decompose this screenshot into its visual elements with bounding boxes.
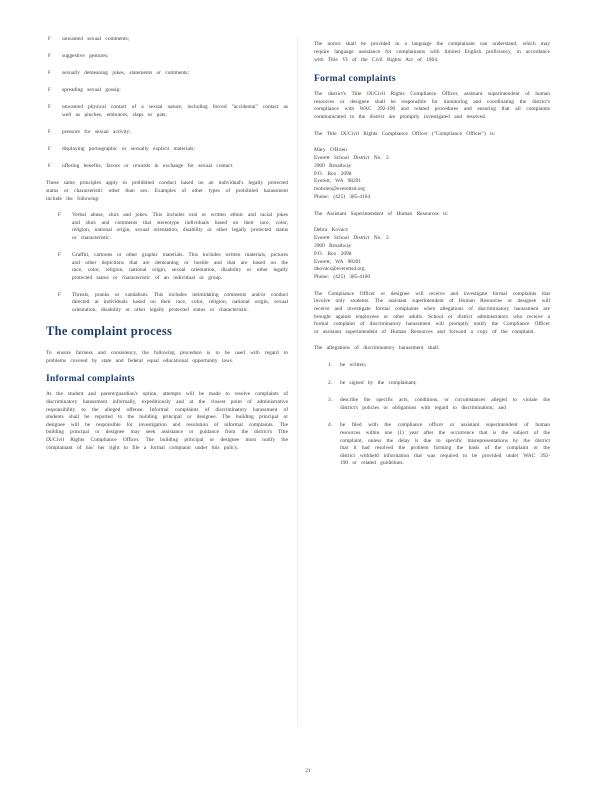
assistant-superintendent-address	[314, 227, 550, 282]
column-divider	[297, 36, 298, 726]
complaint-process-heading: The complaint process	[46, 324, 173, 339]
list-item: F Threats, pranks or vandalism. This includes intimidating comments and/or conduct directed at individuals based on their race, color, religion, national origin, sexual orientation, disability or other legally protected status or characteristic.	[58, 291, 288, 314]
informal-complaints-paragraph: At the student and parent/guardian's option, attempts will be made to resolve complaints of discriminatory harassment informally, expeditiously and at the closest point of administrative responsibility to the alleged offense. Informal complaints of discriminatory harassment of students shall be reported to the building principal or designee. The building principal or designee will be responsible for investigation and resolution of informal complaints. The building principal or designee may seek assistance or guidance from the district's Title IX/Civil Rights Compliance Officer. The building principal or designee must notify the complainant of his/ her right to file a formal complaint under this policy.	[46, 391, 288, 451]
notice-paragraph: The notice shall be provided in a language the complainant can understand, which may require language assistance for complainants with limited English proficiency, in accordance with Title VI of the Civil Rights Act of 1964.	[314, 41, 550, 63]
right-column	[314, 36, 550, 478]
officer-name: Mary O'Brien	[314, 147, 347, 154]
allegations-list	[314, 362, 550, 468]
complaint-process-paragraph: To ensure fairness and consistency, the following procedure is to be used with regard to problems covered by state and federal equal educational opportunity laws.	[46, 350, 288, 364]
bullet-icon: F	[48, 164, 51, 170]
page-number: 21	[305, 768, 311, 774]
officer-intro: The Title IX/Civil Rights Compliance Officer ("Compliance Officer") is:	[314, 130, 496, 137]
list-item: 2. be signed by the complainant;	[328, 379, 417, 386]
sexual-harassment-examples-list	[46, 36, 288, 171]
bullet-icon: F	[58, 213, 61, 219]
list-item: F unwanted physical contact of a sexual nature, including forced "accidental" contact as well as pinches, embraces, slaps or pats;	[48, 104, 288, 118]
officer-phone: Phone: (425) 385-4104	[314, 193, 371, 200]
formal-complaints-paragraph: The district's Title IX/Civil Rights Compliance Officer, assistant superintendent of human resources or designee shall be responsible for monitoring and coordinating the district's compliance with WAC 392-190 and related procedures and ensuring that all complaints communicated to the district are promptly investigated and resolved.	[314, 91, 550, 120]
list-item: F sexually demeaning jokes, statements or comments;	[48, 70, 189, 77]
bullet-icon: F	[58, 292, 61, 298]
bullet-icon: F	[58, 253, 61, 258]
principles-paragraph: These same principles apply to prohibited conduct based on an individual's legally protected status or characteristic other than sex. Examples of other types of prohibited harassment include the following:	[46, 180, 288, 202]
officer-street: 3900 Broadway	[314, 162, 352, 169]
allegations-intro: The allegations of discriminatory harassment shall:	[314, 345, 440, 352]
list-item: F pressure for sexual activity;	[48, 129, 131, 136]
list-item: F suggestive gestures;	[48, 53, 109, 60]
assistant-phone: Phone: (425) 385-4100	[314, 274, 371, 281]
item-number: 3.	[328, 397, 333, 404]
left-column	[46, 36, 288, 461]
assistant-org: Everett School District No. 2	[314, 235, 389, 242]
officer-email-link[interactable]: mobrien@everettsd.org	[314, 186, 365, 193]
bullet-icon: F	[48, 147, 51, 153]
list-item: F unwanted sexual comments;	[48, 36, 130, 42]
bullet-icon: F	[48, 71, 51, 77]
compliance-officer-address	[314, 147, 550, 202]
other-harassment-list	[46, 212, 288, 315]
list-item: F Graffiti, cartoons or other graphic materials. This includes written materials, pictures and other depictions that are demeaning or hostile and that are based on the race, color, religion, national origin, sexual orientation, disability or other legally protected status or characteristic of an individual or group.	[58, 252, 288, 281]
list-item: 3. describe the specific acts, conditions, or circumstances alleged to violate the district's policies or obligations with regard to discrimination; and	[328, 397, 550, 411]
assistant-city: Everett, WA 98201	[314, 258, 362, 265]
bullet-icon: F	[48, 88, 51, 94]
item-number: 1.	[328, 362, 333, 369]
bullet-icon: F	[48, 105, 51, 111]
list-item: F displaying pornographic or sexually explicit materials;	[48, 146, 195, 153]
assistant-po-box: P.O. Box 2098	[314, 250, 352, 257]
list-item: F spreading sexual gossip;	[48, 87, 121, 94]
assistant-name: Debra Kovacs	[314, 227, 348, 234]
informal-complaints-heading: Informal complaints	[46, 374, 135, 385]
officer-po-box: P.O. Box 2098	[314, 170, 352, 177]
assistant-intro: The Assistant Superintendent of Human Resources is:	[314, 210, 449, 217]
list-item: F offering benefits, favors or rewards in exchange for sexual contact.	[48, 163, 234, 170]
formal-complaints-heading: Formal complaints	[314, 74, 396, 85]
list-item: F Verbal abuse, slurs and jokes. This includes oral or written ethnic and racial jokes and slurs and comments that stereotype individuals based on their race, color, religion, national origin, sexual orientation, disability or other legally protected status or characteristic.	[58, 212, 288, 241]
assistant-email-link[interactable]: dkovacs@everettsd.org	[314, 266, 365, 273]
assistant-street: 3900 Broadway	[314, 242, 352, 249]
item-number: 4.	[328, 422, 333, 429]
officer-org: Everett School District No. 2	[314, 154, 389, 161]
bullet-icon: F	[48, 130, 51, 136]
bullet-icon: F	[48, 37, 51, 42]
list-item: 1. be written;	[328, 362, 367, 369]
list-item: 4. be filed with the compliance officer or assistant superintendent of human resources within one (1) year after the occurrence that is the subject of the complaint, unless the delay is due to specific misrepresentations by the district that it had resolved the problem forming the basis of the complaint or the district withheld information that was required to be provided under WAC 392-190 or related guidelines.	[328, 422, 550, 467]
officer-city: Everett, WA 98201	[314, 178, 362, 185]
item-number: 2.	[328, 379, 333, 386]
bullet-icon: F	[48, 54, 51, 60]
officer-duties-paragraph: The Compliance Officer or designee will receive and investigate formal complaints that involve only students. The assistant superintendent of Human Resources or designee will receive and investigate formal complaints when allegations of discriminatory harassment are brought against employees or other adults. School or district administrators who receive a formal complaint of discriminatory harassment will promptly notify the Compliance Officer or assistant superintendent of Human Resources and forward a copy of the complaint.	[314, 290, 550, 335]
